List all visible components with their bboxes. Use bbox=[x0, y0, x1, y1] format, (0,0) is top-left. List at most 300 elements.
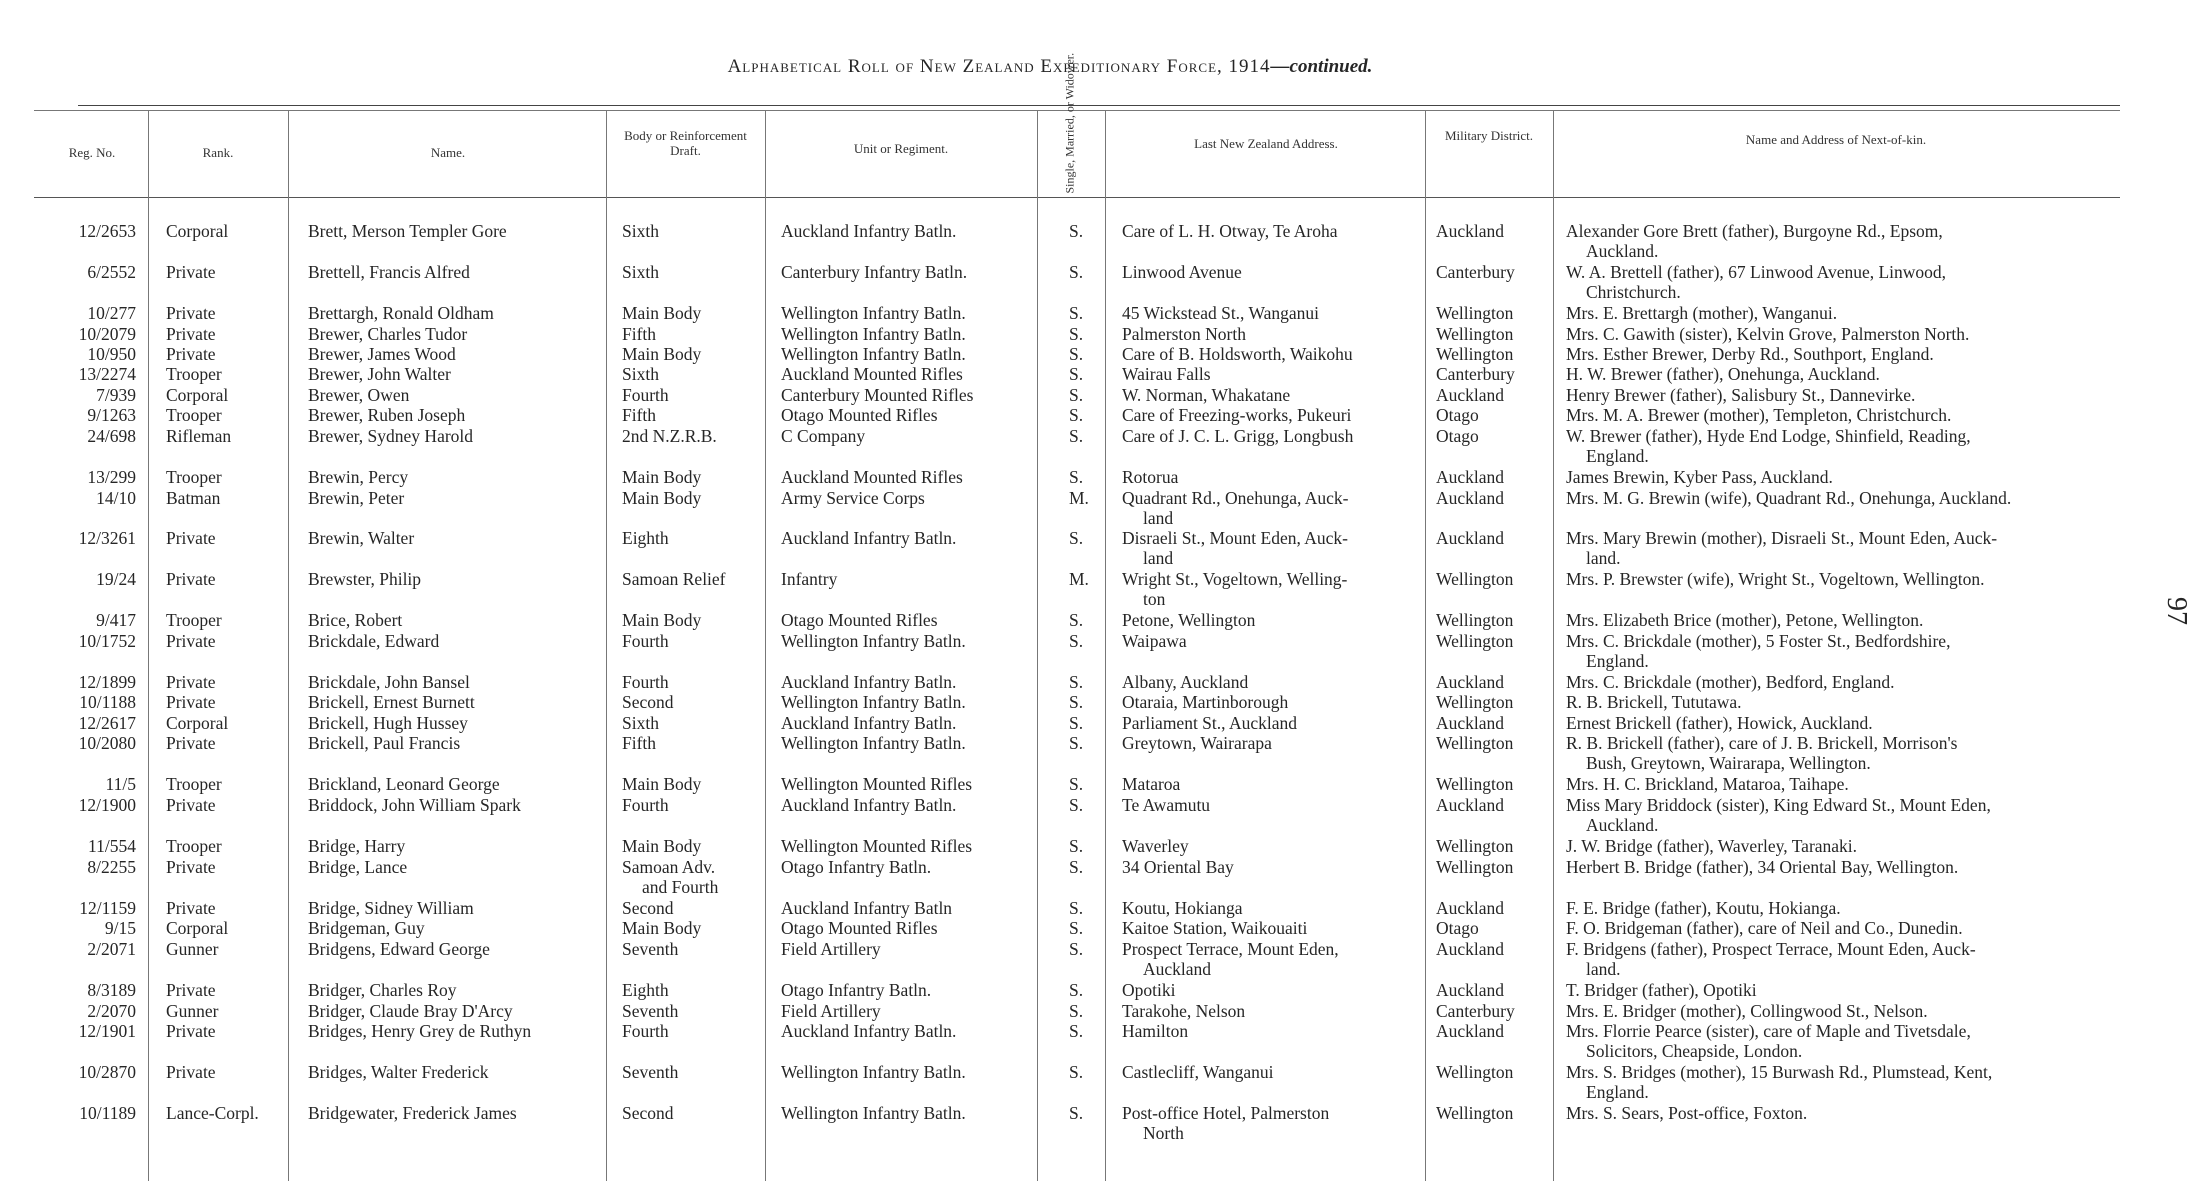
status-cell: S. bbox=[1069, 467, 1084, 487]
kin-cell-line2: Auckland. bbox=[1586, 241, 1659, 261]
reg-no-cell: 11/554 bbox=[88, 836, 136, 856]
reg-no-cell: 10/1752 bbox=[78, 631, 136, 651]
reg-no-cell: 12/2653 bbox=[78, 221, 136, 241]
district-cell: Auckland bbox=[1436, 980, 1505, 1000]
kin-cell: T. Bridger (father), Opotiki bbox=[1566, 980, 1757, 1000]
address-cell: Care of J. C. L. Grigg, Longbush bbox=[1122, 426, 1354, 446]
rank-cell: Private bbox=[166, 528, 216, 548]
rank-cell: Private bbox=[166, 344, 216, 364]
unit-cell: Auckland Infantry Batln. bbox=[781, 1021, 957, 1041]
body-cell: Samoan Relief bbox=[622, 569, 726, 589]
district-cell: Wellington bbox=[1436, 569, 1514, 589]
kin-cell: Mrs. H. C. Brickland, Mataroa, Taihape. bbox=[1566, 774, 1849, 794]
rank-cell: Trooper bbox=[166, 364, 222, 384]
name-cell: Brettell, Francis Alfred bbox=[308, 262, 470, 282]
district-cell: Auckland bbox=[1436, 528, 1505, 548]
unit-cell: Field Artillery bbox=[781, 1001, 881, 1021]
unit-cell: Canterbury Infantry Batln. bbox=[781, 262, 968, 282]
reg-no-cell: 11/5 bbox=[105, 774, 136, 794]
body-cell: Main Body bbox=[622, 774, 702, 794]
kin-cell: Henry Brewer (father), Salisbury St., Dannevirke. bbox=[1566, 385, 1916, 405]
status-cell: S. bbox=[1069, 692, 1084, 712]
address-cell: Castlecliff, Wanganui bbox=[1122, 1062, 1274, 1082]
kin-cell: Mrs. M. G. Brewin (wife), Quadrant Rd., Onehunga, Auckland. bbox=[1566, 488, 2012, 508]
unit-cell: Field Artillery bbox=[781, 939, 881, 959]
rank-cell: Gunner bbox=[166, 939, 219, 959]
unit-cell: Auckland Infantry Batln. bbox=[781, 221, 957, 241]
district-cell: Auckland bbox=[1436, 898, 1505, 918]
column-header-unit: Unit or Regiment. bbox=[853, 141, 949, 156]
name-cell: Brewin, Peter bbox=[308, 488, 405, 508]
address-cell: Parliament St., Auckland bbox=[1122, 713, 1297, 733]
column-rule bbox=[1553, 111, 1554, 1181]
reg-no-cell: 12/1899 bbox=[78, 672, 136, 692]
unit-cell: Auckland Infantry Batln. bbox=[781, 795, 957, 815]
status-cell: M. bbox=[1069, 488, 1089, 508]
rank-cell: Private bbox=[166, 569, 216, 589]
unit-cell: Wellington Infantry Batln. bbox=[781, 692, 966, 712]
district-cell: Canterbury bbox=[1436, 364, 1515, 384]
status-cell: S. bbox=[1069, 1103, 1084, 1123]
unit-cell: Wellington Infantry Batln. bbox=[781, 324, 966, 344]
kin-cell: F. E. Bridge (father), Koutu, Hokianga. bbox=[1566, 898, 1841, 918]
body-cell: Sixth bbox=[622, 364, 659, 384]
kin-cell-line2: Christchurch. bbox=[1586, 282, 1681, 302]
rank-cell: Trooper bbox=[166, 405, 222, 425]
reg-no-cell: 24/698 bbox=[87, 426, 136, 446]
column-header-status: Single, Married, or Widower. bbox=[1062, 52, 1077, 194]
kin-cell-line2: Auckland. bbox=[1586, 815, 1659, 835]
kin-cell: W. A. Brettell (father), 67 Linwood Avenue, Linwood, bbox=[1566, 262, 1947, 282]
column-rule bbox=[765, 111, 766, 1181]
address-cell: Kaitoe Station, Waikouaiti bbox=[1122, 918, 1308, 938]
column-header-kin: Name and Address of Next-of-kin. bbox=[1745, 132, 1927, 147]
name-cell: Brewer, James Wood bbox=[308, 344, 456, 364]
rank-cell: Private bbox=[166, 898, 216, 918]
top-rule-2 bbox=[34, 110, 2120, 111]
reg-no-cell: 2/2070 bbox=[87, 1001, 136, 1021]
address-cell: W. Norman, Whakatane bbox=[1122, 385, 1291, 405]
body-cell: Fourth bbox=[622, 1021, 669, 1041]
district-cell: Otago bbox=[1436, 405, 1479, 425]
rank-cell: Corporal bbox=[166, 385, 229, 405]
body-cell: Eighth bbox=[622, 980, 669, 1000]
district-cell: Auckland bbox=[1436, 488, 1505, 508]
reg-no-cell: 12/2617 bbox=[78, 713, 136, 733]
address-cell: 34 Oriental Bay bbox=[1122, 857, 1234, 877]
address-cell-line2: ton bbox=[1143, 589, 1166, 609]
name-cell: Brewer, John Walter bbox=[308, 364, 451, 384]
status-cell: S. bbox=[1069, 1001, 1084, 1021]
reg-no-cell: 6/2552 bbox=[87, 262, 136, 282]
district-cell: Wellington bbox=[1436, 692, 1514, 712]
column-header-rank: Rank. bbox=[202, 145, 234, 160]
address-cell: Petone, Wellington bbox=[1122, 610, 1256, 630]
name-cell: Bridgens, Edward George bbox=[308, 939, 490, 959]
kin-cell: R. B. Brickell (father), care of J. B. Brickell, Morrison's bbox=[1566, 733, 1958, 753]
name-cell: Bridge, Lance bbox=[308, 857, 408, 877]
unit-cell: Army Service Corps bbox=[781, 488, 925, 508]
body-cell: Eighth bbox=[622, 528, 669, 548]
district-cell: Wellington bbox=[1436, 631, 1514, 651]
reg-no-cell: 19/24 bbox=[96, 569, 136, 589]
name-cell: Briddock, John William Spark bbox=[308, 795, 521, 815]
address-cell: Otaraia, Martinborough bbox=[1122, 692, 1289, 712]
rank-cell: Trooper bbox=[166, 610, 222, 630]
column-header-name: Name. bbox=[430, 145, 466, 160]
reg-no-cell: 10/1188 bbox=[79, 692, 136, 712]
status-cell: S. bbox=[1069, 836, 1084, 856]
rank-cell: Private bbox=[166, 324, 216, 344]
district-cell: Wellington bbox=[1436, 324, 1514, 344]
reg-no-cell: 14/10 bbox=[96, 488, 136, 508]
header-rule bbox=[34, 197, 2120, 198]
column-rule bbox=[606, 111, 607, 1181]
kin-cell-line2: England. bbox=[1586, 1082, 1649, 1102]
address-cell: Te Awamutu bbox=[1122, 795, 1211, 815]
address-cell: Prospect Terrace, Mount Eden, bbox=[1122, 939, 1339, 959]
body-cell: Main Body bbox=[622, 344, 702, 364]
rank-cell: Private bbox=[166, 631, 216, 651]
kin-cell: Mrs. C. Brickdale (mother), Bedford, England. bbox=[1566, 672, 1895, 692]
status-cell: S. bbox=[1069, 939, 1084, 959]
title-continued: —continued. bbox=[1270, 56, 1373, 77]
name-cell: Brewster, Philip bbox=[308, 569, 422, 589]
address-cell: Care of L. H. Otway, Te Aroha bbox=[1122, 221, 1338, 241]
address-cell: Greytown, Wairarapa bbox=[1122, 733, 1272, 753]
kin-cell: W. Brewer (father), Hyde End Lodge, Shinfield, Reading, bbox=[1566, 426, 1971, 446]
kin-cell: Mrs. E. Bridger (mother), Collingwood St., Nelson. bbox=[1566, 1001, 1928, 1021]
unit-cell: Wellington Mounted Rifles bbox=[781, 774, 973, 794]
name-cell: Bridge, Sidney William bbox=[308, 898, 474, 918]
address-cell: Opotiki bbox=[1122, 980, 1176, 1000]
body-cell: Seventh bbox=[622, 939, 679, 959]
kin-cell: F. Bridgens (father), Prospect Terrace, Mount Eden, Auck- bbox=[1566, 939, 1976, 959]
district-cell: Otago bbox=[1436, 426, 1479, 446]
kin-cell: Mrs. P. Brewster (wife), Wright St., Vogeltown, Wellington. bbox=[1566, 569, 1985, 589]
district-cell: Wellington bbox=[1436, 610, 1514, 630]
unit-cell: Auckland Infantry Batln. bbox=[781, 528, 957, 548]
reg-no-cell: 8/2255 bbox=[87, 857, 136, 877]
status-cell: S. bbox=[1069, 262, 1084, 282]
kin-cell: James Brewin, Kyber Pass, Auckland. bbox=[1566, 467, 1833, 487]
name-cell: Bridger, Charles Roy bbox=[308, 980, 457, 1000]
status-cell: S. bbox=[1069, 795, 1084, 815]
district-cell: Wellington bbox=[1436, 344, 1514, 364]
page-title bbox=[0, 56, 2100, 78]
name-cell: Brice, Robert bbox=[308, 610, 403, 630]
body-cell: Fourth bbox=[622, 672, 669, 692]
unit-cell: Otago Mounted Rifles bbox=[781, 405, 938, 425]
rank-cell: Private bbox=[166, 692, 216, 712]
address-cell: Quadrant Rd., Onehunga, Auck- bbox=[1122, 488, 1349, 508]
status-cell: S. bbox=[1069, 303, 1084, 323]
status-cell: S. bbox=[1069, 385, 1084, 405]
body-cell: Samoan Adv. bbox=[622, 857, 716, 877]
body-cell-line2: and Fourth bbox=[642, 877, 719, 897]
status-cell: S. bbox=[1069, 918, 1084, 938]
district-cell: Wellington bbox=[1436, 774, 1514, 794]
rank-cell: Corporal bbox=[166, 713, 229, 733]
reg-no-cell: 12/1900 bbox=[78, 795, 136, 815]
address-cell: Wairau Falls bbox=[1122, 364, 1211, 384]
name-cell: Brettargh, Ronald Oldham bbox=[308, 303, 494, 323]
district-cell: Auckland bbox=[1436, 467, 1505, 487]
column-header-body: Body or Reinforcement Draft. bbox=[624, 128, 747, 158]
column-rule bbox=[1105, 111, 1106, 1181]
address-cell: Koutu, Hokianga bbox=[1122, 898, 1243, 918]
reg-no-cell: 12/1159 bbox=[79, 898, 136, 918]
district-cell: Auckland bbox=[1436, 672, 1505, 692]
name-cell: Brickdale, John Bansel bbox=[308, 672, 470, 692]
kin-cell: H. W. Brewer (father), Onehunga, Auckland. bbox=[1566, 364, 1880, 384]
unit-cell: Wellington Infantry Batln. bbox=[781, 344, 966, 364]
reg-no-cell: 10/950 bbox=[87, 344, 136, 364]
kin-cell: Miss Mary Briddock (sister), King Edward St., Mount Eden, bbox=[1566, 795, 1991, 815]
rank-cell: Private bbox=[166, 733, 216, 753]
kin-cell-line2: Solicitors, Cheapside, London. bbox=[1586, 1041, 1803, 1061]
title-main: Alphabetical Roll of New Zealand Expeditionary Force, 1914 bbox=[727, 56, 1271, 77]
unit-cell: C Company bbox=[781, 426, 866, 446]
rank-cell: Lance-Corpl. bbox=[166, 1103, 259, 1123]
kin-cell: R. B. Brickell, Tututawa. bbox=[1566, 692, 1742, 712]
reg-no-cell: 12/1901 bbox=[78, 1021, 136, 1041]
address-cell: Tarakohe, Nelson bbox=[1122, 1001, 1246, 1021]
kin-cell: Herbert B. Bridge (father), 34 Oriental Bay, Wellington. bbox=[1566, 857, 1959, 877]
unit-cell: Canterbury Mounted Rifles bbox=[781, 385, 974, 405]
kin-cell-line2: England. bbox=[1586, 446, 1649, 466]
body-cell: 2nd N.Z.R.B. bbox=[622, 426, 717, 446]
rank-cell: Private bbox=[166, 1021, 216, 1041]
status-cell: S. bbox=[1069, 980, 1084, 1000]
address-cell: Care of Freezing-works, Pukeuri bbox=[1122, 405, 1352, 425]
status-cell: M. bbox=[1069, 569, 1089, 589]
body-cell: Main Body bbox=[622, 467, 702, 487]
reg-no-cell: 10/277 bbox=[87, 303, 136, 323]
unit-cell: Wellington Mounted Rifles bbox=[781, 836, 973, 856]
status-cell: S. bbox=[1069, 324, 1084, 344]
body-cell: Sixth bbox=[622, 221, 659, 241]
column-rule bbox=[148, 111, 149, 1181]
district-cell: Auckland bbox=[1436, 221, 1505, 241]
rank-cell: Private bbox=[166, 980, 216, 1000]
body-cell: Main Body bbox=[622, 918, 702, 938]
rank-cell: Private bbox=[166, 795, 216, 815]
rank-cell: Gunner bbox=[166, 1001, 219, 1021]
name-cell: Bridgeman, Guy bbox=[308, 918, 425, 938]
address-cell: Palmerston North bbox=[1122, 324, 1246, 344]
unit-cell: Wellington Infantry Batln. bbox=[781, 631, 966, 651]
rank-cell: Trooper bbox=[166, 774, 222, 794]
unit-cell: Wellington Infantry Batln. bbox=[781, 1062, 966, 1082]
body-cell: Second bbox=[622, 692, 674, 712]
kin-cell-line2: land. bbox=[1586, 548, 1621, 568]
status-cell: S. bbox=[1069, 672, 1084, 692]
district-cell: Otago bbox=[1436, 918, 1479, 938]
status-cell: S. bbox=[1069, 713, 1084, 733]
reg-no-cell: 13/2274 bbox=[78, 364, 136, 384]
status-cell: S. bbox=[1069, 610, 1084, 630]
address-cell: Care of B. Holdsworth, Waikohu bbox=[1122, 344, 1353, 364]
rank-cell: Rifleman bbox=[166, 426, 232, 446]
unit-cell: Otago Infantry Batln. bbox=[781, 980, 932, 1000]
status-cell: S. bbox=[1069, 898, 1084, 918]
status-cell: S. bbox=[1069, 426, 1084, 446]
body-cell: Fifth bbox=[622, 733, 657, 753]
rank-cell: Private bbox=[166, 262, 216, 282]
name-cell: Brewer, Charles Tudor bbox=[308, 324, 468, 344]
address-cell-line2: land bbox=[1143, 548, 1174, 568]
address-cell: Disraeli St., Mount Eden, Auck- bbox=[1122, 528, 1349, 548]
unit-cell: Auckland Infantry Batln bbox=[781, 898, 953, 918]
kin-cell: F. O. Bridgeman (father), care of Neil and Co., Dunedin. bbox=[1566, 918, 1963, 938]
reg-no-cell: 10/1189 bbox=[79, 1103, 136, 1123]
column-rule bbox=[288, 111, 289, 1181]
name-cell: Brickland, Leonard George bbox=[308, 774, 500, 794]
body-cell: Main Body bbox=[622, 303, 702, 323]
district-cell: Wellington bbox=[1436, 836, 1514, 856]
rank-cell: Private bbox=[166, 303, 216, 323]
status-cell: S. bbox=[1069, 774, 1084, 794]
body-cell: Fourth bbox=[622, 795, 669, 815]
body-cell: Seventh bbox=[622, 1062, 679, 1082]
reg-no-cell: 9/417 bbox=[96, 610, 136, 630]
column-header-address: Last New Zealand Address. bbox=[1194, 136, 1338, 151]
address-cell: 45 Wickstead St., Wanganui bbox=[1122, 303, 1320, 323]
address-cell: Linwood Avenue bbox=[1122, 262, 1242, 282]
body-cell: Seventh bbox=[622, 1001, 679, 1021]
rank-cell: Trooper bbox=[166, 836, 222, 856]
address-cell: Rotorua bbox=[1122, 467, 1179, 487]
reg-no-cell: 7/939 bbox=[96, 385, 136, 405]
address-cell: Albany, Auckland bbox=[1122, 672, 1249, 692]
name-cell: Brickell, Paul Francis bbox=[308, 733, 461, 753]
rank-cell: Trooper bbox=[166, 467, 222, 487]
district-cell: Auckland bbox=[1436, 713, 1505, 733]
status-cell: S. bbox=[1069, 733, 1084, 753]
kin-cell: Mrs. E. Brettargh (mother), Wanganui. bbox=[1566, 303, 1838, 323]
body-cell: Main Body bbox=[622, 488, 702, 508]
body-cell: Fourth bbox=[622, 631, 669, 651]
district-cell: Auckland bbox=[1436, 795, 1505, 815]
address-cell: Mataroa bbox=[1122, 774, 1181, 794]
rank-cell: Batman bbox=[166, 488, 221, 508]
unit-cell: Wellington Infantry Batln. bbox=[781, 733, 966, 753]
unit-cell: Infantry bbox=[781, 569, 838, 589]
address-cell: Wright St., Vogeltown, Welling- bbox=[1122, 569, 1348, 589]
status-cell: S. bbox=[1069, 221, 1084, 241]
body-cell: Fifth bbox=[622, 324, 657, 344]
status-cell: S. bbox=[1069, 857, 1084, 877]
district-cell: Auckland bbox=[1436, 1021, 1505, 1041]
column-rule bbox=[1425, 111, 1426, 1181]
name-cell: Bridgewater, Frederick James bbox=[308, 1103, 517, 1123]
name-cell: Bridges, Henry Grey de Ruthyn bbox=[308, 1021, 532, 1041]
name-cell: Bridges, Walter Frederick bbox=[308, 1062, 489, 1082]
reg-no-cell: 10/2870 bbox=[78, 1062, 136, 1082]
name-cell: Brewer, Owen bbox=[308, 385, 410, 405]
body-cell: Sixth bbox=[622, 262, 659, 282]
address-cell: Waverley bbox=[1122, 836, 1189, 856]
status-cell: S. bbox=[1069, 344, 1084, 364]
status-cell: S. bbox=[1069, 1021, 1084, 1041]
kin-cell: Mrs. C. Gawith (sister), Kelvin Grove, Palmerston North. bbox=[1566, 324, 1970, 344]
body-cell: Fourth bbox=[622, 385, 669, 405]
kin-cell: Mrs. S. Bridges (mother), 15 Burwash Rd., Plumstead, Kent, bbox=[1566, 1062, 1993, 1082]
body-cell: Second bbox=[622, 898, 674, 918]
rank-cell: Corporal bbox=[166, 221, 229, 241]
reg-no-cell: 9/15 bbox=[104, 918, 136, 938]
body-cell: Fifth bbox=[622, 405, 657, 425]
status-cell: S. bbox=[1069, 405, 1084, 425]
kin-cell: Mrs. C. Brickdale (mother), 5 Foster St., Bedfordshire, bbox=[1566, 631, 1951, 651]
unit-cell: Otago Mounted Rifles bbox=[781, 918, 938, 938]
kin-cell: J. W. Bridge (father), Waverley, Taranaki. bbox=[1566, 836, 1858, 856]
column-header-district: Military District. bbox=[1444, 128, 1534, 143]
district-cell: Wellington bbox=[1436, 1103, 1514, 1123]
address-cell-line2: North bbox=[1143, 1123, 1184, 1143]
address-cell: Hamilton bbox=[1122, 1021, 1189, 1041]
kin-cell: Mrs. Esther Brewer, Derby Rd., Southport, England. bbox=[1566, 344, 1934, 364]
rank-cell: Private bbox=[166, 1062, 216, 1082]
name-cell: Brewin, Walter bbox=[308, 528, 415, 548]
kin-cell: Mrs. M. A. Brewer (mother), Templeton, Christchurch. bbox=[1566, 405, 1952, 425]
name-cell: Brewer, Ruben Joseph bbox=[308, 405, 466, 425]
address-cell-line2: Auckland bbox=[1143, 959, 1212, 979]
unit-cell: Auckland Infantry Batln. bbox=[781, 713, 957, 733]
district-cell: Auckland bbox=[1436, 385, 1505, 405]
kin-cell: Mrs. Mary Brewin (mother), Disraeli St., Mount Eden, Auck- bbox=[1566, 528, 1998, 548]
top-rule bbox=[78, 105, 2120, 106]
column-rule bbox=[1037, 111, 1038, 1181]
unit-cell: Auckland Mounted Rifles bbox=[781, 364, 963, 384]
address-cell-line2: land bbox=[1143, 508, 1174, 528]
kin-cell-line2: England. bbox=[1586, 651, 1649, 671]
district-cell: Wellington bbox=[1436, 1062, 1514, 1082]
status-cell: S. bbox=[1069, 631, 1084, 651]
unit-cell: Wellington Infantry Batln. bbox=[781, 1103, 966, 1123]
status-cell: S. bbox=[1069, 528, 1084, 548]
address-cell: Post-office Hotel, Palmerston bbox=[1122, 1103, 1330, 1123]
kin-cell: Ernest Brickell (father), Howick, Auckland. bbox=[1566, 713, 1873, 733]
name-cell: Brickell, Hugh Hussey bbox=[308, 713, 468, 733]
body-cell: Main Body bbox=[622, 610, 702, 630]
unit-cell: Otago Mounted Rifles bbox=[781, 610, 938, 630]
status-cell: S. bbox=[1069, 364, 1084, 384]
rank-cell: Private bbox=[166, 857, 216, 877]
kin-cell-line2: land. bbox=[1586, 959, 1621, 979]
reg-no-cell: 13/299 bbox=[87, 467, 136, 487]
body-cell: Second bbox=[622, 1103, 674, 1123]
reg-no-cell: 2/2071 bbox=[87, 939, 136, 959]
kin-cell: Mrs. S. Sears, Post-office, Foxton. bbox=[1566, 1103, 1808, 1123]
unit-cell: Auckland Infantry Batln. bbox=[781, 672, 957, 692]
district-cell: Canterbury bbox=[1436, 262, 1515, 282]
name-cell: Brickdale, Edward bbox=[308, 631, 440, 651]
body-cell: Sixth bbox=[622, 713, 659, 733]
name-cell: Brewin, Percy bbox=[308, 467, 409, 487]
kin-cell: Mrs. Elizabeth Brice (mother), Petone, Wellington. bbox=[1566, 610, 1924, 630]
name-cell: Brett, Merson Templer Gore bbox=[308, 221, 507, 241]
name-cell: Brewer, Sydney Harold bbox=[308, 426, 474, 446]
reg-no-cell: 9/1263 bbox=[87, 405, 136, 425]
rank-cell: Private bbox=[166, 672, 216, 692]
kin-cell: Mrs. Florrie Pearce (sister), care of Maple and Tivetsdale, bbox=[1566, 1021, 1971, 1041]
reg-no-cell: 10/2079 bbox=[78, 324, 136, 344]
district-cell: Wellington bbox=[1436, 733, 1514, 753]
name-cell: Bridger, Claude Bray D'Arcy bbox=[308, 1001, 513, 1021]
reg-no-cell: 8/3189 bbox=[87, 980, 136, 1000]
